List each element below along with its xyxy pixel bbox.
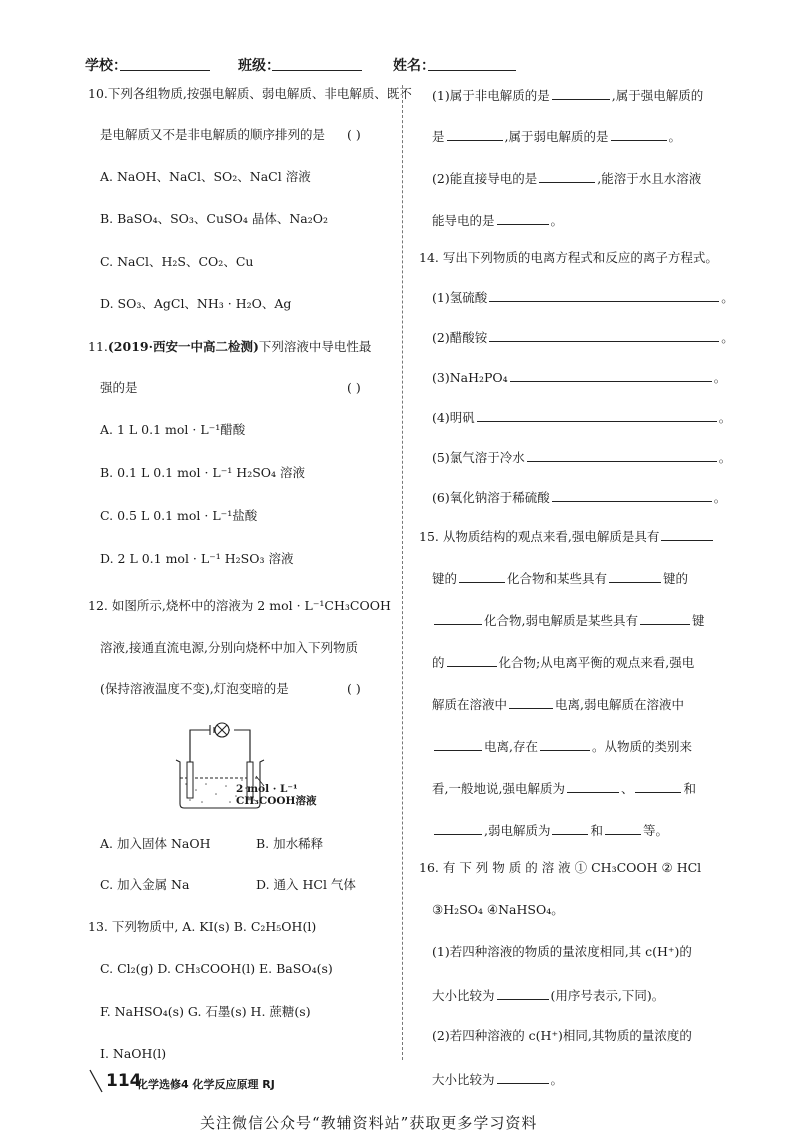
answer-blank[interactable] [552, 488, 712, 502]
q10-answer-paren[interactable]: ( ) [347, 127, 361, 142]
q15-text-8c: 等。 [643, 823, 669, 838]
q13-part2-line2 [432, 211, 563, 229]
q14-item-6 [432, 488, 726, 506]
q10-option-c: C. NaCl、H₂S、CO₂、Cu [100, 254, 254, 269]
q15-line3 [432, 611, 705, 629]
answer-blank[interactable] [635, 779, 681, 793]
q16-text-6b: 。 [550, 1072, 564, 1087]
q14-item-5-label: (5)氯气溶于冷水 [432, 450, 525, 465]
q11-option-b: B. 0.1 L 0.1 mol · L⁻¹ H₂SO₄ 溶液 [100, 465, 305, 480]
q10-stem-line1: 10.下列各组物质,按强电解质、弱电解质、非电解质、既不 [88, 86, 412, 101]
q15-text-1: 15. 从物质结构的观点来看,强电解质是具有 [419, 529, 660, 544]
q15-line4 [432, 653, 694, 671]
q13-part2-text-a: (2)能直接导电的是 [432, 171, 538, 186]
q11-option-d: D. 2 L 0.1 mol · L⁻¹ H₂SO₃ 溶液 [100, 551, 294, 566]
answer-blank[interactable] [567, 779, 619, 793]
period: 。 [721, 290, 734, 305]
q15-line7 [432, 779, 696, 797]
answer-blank[interactable] [640, 611, 690, 625]
q15-text-8a: ,弱电解质为 [484, 823, 551, 838]
answer-blank[interactable] [477, 408, 717, 422]
q13-part1-text-d: ,属于弱电解质的是 [504, 129, 609, 144]
period: 。 [713, 370, 727, 385]
school-blank[interactable] [120, 70, 210, 71]
class-blank[interactable] [272, 70, 362, 71]
q16-line2: ③H₂SO₄ ④NaHSO₄。 [432, 902, 564, 917]
q15-text-8b: 和 [590, 823, 603, 838]
q12-stem-line2: 溶液,接通直流电源,分别向烧杯中加入下列物质 [100, 640, 358, 655]
q13-part1-text-b: ,属于强电解质的 [611, 88, 704, 103]
answer-blank[interactable] [661, 527, 713, 541]
answer-blank[interactable] [509, 695, 553, 709]
q10-option-d: D. SO₃、AgCl、NH₃ · H₂O、Ag [100, 296, 292, 311]
q13-stem-line2: C. Cl₂(g) D. CH₃COOH(l) E. BaSO₄(s) [100, 961, 333, 976]
q15-line8 [432, 821, 668, 839]
q11-source: (2019·西安一中高二检测) [107, 339, 259, 354]
q12-option-d: D. 通入 HCl 气体 [256, 877, 356, 892]
q10-option-a: A. NaOH、NaCl、SO₂、NaCl 溶液 [100, 169, 311, 184]
figure-label-concentration: 2 mol · L⁻¹ [236, 783, 298, 795]
q14-item-3 [432, 368, 726, 386]
q14-item-4-label: (4)明矾 [432, 410, 475, 425]
q15-text-2a: 键的 [432, 571, 458, 586]
q15-line5 [432, 695, 684, 713]
answer-blank[interactable] [605, 821, 641, 835]
q15-text-5b: 电离,弱电解质在溶液中 [555, 697, 684, 712]
q16-line5: (2)若四种溶液的 c(H⁺)相同,其物质的量浓度的 [432, 1028, 692, 1043]
period: 。 [718, 410, 732, 425]
class-label: 班级： [238, 58, 280, 74]
bottom-promo-note: 关注微信公众号“教辅资料站”获取更多学习资料 [200, 1114, 538, 1132]
light-bulb-icon [215, 723, 229, 737]
period: 。 [550, 213, 564, 228]
q13-part1-line1 [432, 86, 703, 104]
answer-blank[interactable] [611, 127, 667, 141]
q15-text-3a: 化合物,弱电解质是某些具有 [484, 613, 638, 628]
q14-item-2 [432, 328, 734, 346]
answer-blank[interactable] [539, 169, 595, 183]
q15-text-6a: 电离,存在 [484, 739, 538, 754]
q13-part1-line2 [432, 127, 681, 145]
q13-stem-line4: I. NaOH(l) [100, 1046, 167, 1061]
period: 。 [718, 450, 732, 465]
q13-stem-line1: 13. 下列物质中, A. KI(s) B. C₂H₅OH(l) [88, 919, 317, 934]
q15-text-7b: 、 [620, 781, 634, 796]
q11-number: 11. [88, 339, 108, 354]
answer-blank[interactable] [497, 986, 549, 1000]
q16-line1: 16. 有 下 列 物 质 的 溶 液 ① CH₃COOH ② HCl [419, 860, 702, 875]
q12-stem-line1: 12. 如图所示,烧杯中的溶液为 2 mol · L⁻¹CH₃COOH [88, 598, 391, 613]
q14-item-2-label: (2)醋酸铵 [432, 330, 488, 345]
answer-blank[interactable] [434, 611, 482, 625]
page-slash-mark [88, 1068, 106, 1094]
answer-blank[interactable] [489, 288, 719, 302]
answer-blank[interactable] [540, 737, 590, 751]
period: 。 [721, 330, 734, 345]
period: 。 [713, 490, 727, 505]
answer-blank[interactable] [609, 569, 661, 583]
q11-option-c: C. 0.5 L 0.1 mol · L⁻¹盐酸 [100, 508, 258, 523]
answer-blank[interactable] [510, 368, 712, 382]
q13-part2-text-c: 能导电的是 [432, 213, 495, 228]
q16-line3: (1)若四种溶液的物质的量浓度相同,其 c(H⁺)的 [432, 944, 692, 959]
q15-text-4a: 的 [432, 655, 445, 670]
q14-item-1-label: (1)氢硫酸 [432, 290, 488, 305]
q10-option-b: B. BaSO₄、SO₃、CuSO₄ 晶体、Na₂O₂ [100, 211, 328, 226]
q15-text-2b: 化合物和某些具有 [507, 571, 608, 586]
name-label: 姓名： [393, 58, 435, 74]
q15-line1 [419, 527, 715, 545]
q16-text-4a: 大小比较为 [432, 988, 495, 1003]
q15-text-3b: 键 [691, 613, 705, 628]
q13-stem-line3: F. NaHSO₄(s) G. 石墨(s) H. 蔗糖(s) [100, 1004, 311, 1019]
school-label: 学校： [85, 58, 127, 74]
answer-blank[interactable] [434, 821, 482, 835]
q13-part1-text-a: (1)属于非电解质的是 [432, 88, 550, 103]
q13-part2-text-b: ,能溶于水且水溶液 [597, 171, 702, 186]
answer-blank[interactable] [552, 821, 588, 835]
answer-blank[interactable] [434, 737, 482, 751]
answer-blank[interactable] [447, 127, 503, 141]
column-divider [402, 85, 403, 1060]
answer-blank[interactable] [489, 328, 719, 342]
q15-text-6b: 。从物质的类别来 [591, 739, 692, 754]
page-number: 114 [106, 1071, 142, 1091]
q11-stem-text: 下列溶液中导电性最 [258, 339, 372, 354]
q11-stem-line1 [88, 339, 371, 355]
q12-option-a: A. 加入固体 NaOH [100, 836, 211, 851]
q14-item-6-label: (6)氧化钠溶于稀硫酸 [432, 490, 550, 505]
q15-text-4b: 化合物;从电离平衡的观点来看,强电 [498, 655, 695, 670]
q16-line4 [432, 986, 664, 1004]
q14-item-4 [432, 408, 731, 426]
q16-text-6a: 大小比较为 [432, 1072, 495, 1087]
answer-blank[interactable] [497, 211, 549, 225]
q15-text-5a: 解质在溶液中 [432, 697, 508, 712]
q14-item-5 [432, 448, 731, 466]
q11-option-a: A. 1 L 0.1 mol · L⁻¹醋酸 [100, 422, 246, 437]
q14-item-3-label: (3)NaH₂PO₄ [432, 370, 508, 385]
q13-part2-line1 [432, 169, 701, 187]
q15-line2 [432, 569, 688, 587]
answer-blank[interactable] [497, 1070, 549, 1084]
q11-answer-paren[interactable]: ( ) [347, 380, 361, 395]
q15-text-7a: 看,一般地说,强电解质为 [432, 781, 565, 796]
q10-stem-line2: 是电解质又不是非电解质的顺序排列的是 [100, 127, 326, 142]
answer-blank[interactable] [527, 448, 717, 462]
q12-option-c: C. 加入金属 Na [100, 877, 190, 892]
q15-text-2c: 键的 [663, 571, 689, 586]
q15-line6 [432, 737, 692, 755]
name-blank[interactable] [428, 70, 516, 71]
figure-label-solution: CH₃COOH溶液 [236, 795, 317, 807]
answer-blank[interactable] [459, 569, 505, 583]
q15-text-7c: 和 [683, 781, 696, 796]
q14-stem: 14. 写出下列物质的电离方程式和反应的离子方程式。 [419, 250, 718, 265]
q14-item-1 [432, 288, 734, 306]
q16-line6 [432, 1070, 563, 1088]
period: 。 [668, 129, 682, 144]
book-title: 化学选修4 化学反应原理 RJ [137, 1078, 275, 1091]
q12-stem-line3: (保持溶液温度不变),灯泡变暗的是 [100, 681, 289, 696]
answer-blank[interactable] [447, 653, 497, 667]
q13-part1-text-c: 是 [432, 129, 445, 144]
q12-option-b: B. 加水稀释 [256, 836, 324, 851]
answer-blank[interactable] [552, 86, 610, 100]
q12-answer-paren[interactable]: ( ) [347, 681, 361, 696]
q11-stem-line2: 强的是 [100, 380, 138, 395]
q16-text-4b: (用序号表示,下同)。 [550, 988, 665, 1003]
